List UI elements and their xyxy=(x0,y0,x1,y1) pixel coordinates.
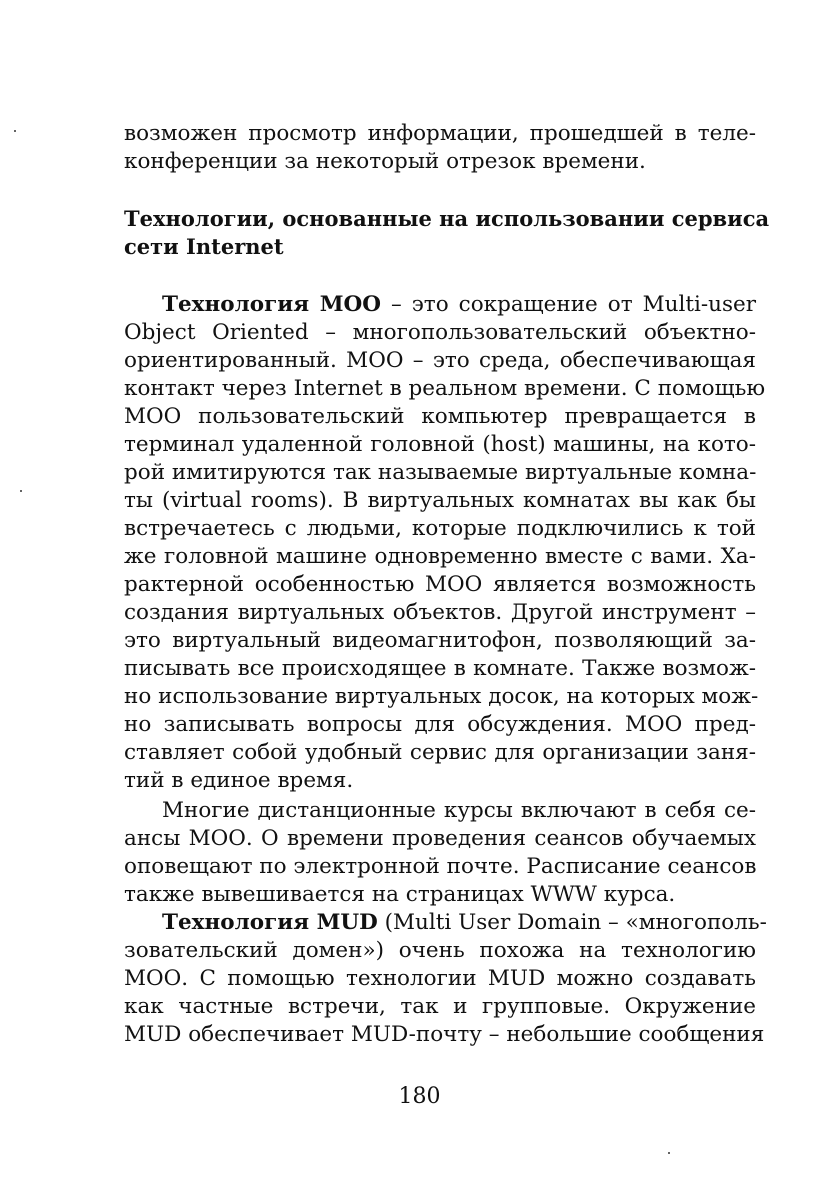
page-number: 180 xyxy=(398,1084,441,1109)
paragraph-first-line xyxy=(162,291,756,319)
paragraph-line: MUD обеспечивает MUD-почту – небольшие сообщения xyxy=(124,1022,765,1047)
section-heading-line: Технологии, основанные на использовании сервиса xyxy=(124,206,770,231)
scan-speck xyxy=(14,130,16,132)
paragraph-line: но записывать вопросы для обсуждения. МОО пред- xyxy=(124,712,756,737)
paragraph-line: также вывешивается на страницах WWW курса. xyxy=(124,882,676,907)
paragraph-line: встречаетесь с людьми, которые подключились к той xyxy=(124,516,756,541)
paragraph-line: Object Oriented – многопользовательский объектно- xyxy=(124,320,756,345)
paragraph-line: оповещают по электронной почте. Расписание сеансов xyxy=(124,854,757,879)
scan-speck xyxy=(20,490,22,492)
paragraph-line: Многие дистанционные курсы включают в себя се- xyxy=(162,798,756,823)
paragraph-line: контакт через Internet в реальном времени. С помощью xyxy=(124,376,766,401)
paragraph-line: ты (virtual rooms). В виртуальных комнатах вы как бы xyxy=(124,488,756,513)
paragraph-text: – это сокращение от Multi-user xyxy=(381,292,756,317)
section-heading-line: сети Internet xyxy=(124,234,284,259)
paragraph-line: это виртуальный видеомагнитофон, позволяющий за- xyxy=(124,628,756,653)
paragraph-line: же головной машине одновременно вместе с вами. Ха- xyxy=(124,544,756,569)
paragraph-line: писывать все происходящее в комнате. Также возмож- xyxy=(124,656,756,681)
paragraph-line: терминал удаленной головной (host) машины, на кото- xyxy=(124,432,756,457)
intro-line: конференции за некоторый отрезок времени. xyxy=(124,149,646,174)
paragraph-line: тий в единое время. xyxy=(124,768,354,793)
intro-line: возможен просмотр информации, прошедшей в теле- xyxy=(124,121,756,146)
paragraph-line: зовательский домен») очень похожа на технологию xyxy=(124,938,756,963)
paragraph-line: МОО. С помощью технологии MUD можно создавать xyxy=(124,966,756,991)
scan-speck xyxy=(668,1152,670,1154)
paragraph-text: (Multi User Domain – «многополь- xyxy=(377,910,767,935)
paragraph-line: ансы МОО. О времени проведения сеансов обучаемых xyxy=(124,826,756,851)
paragraph-line: как частные встречи, так и групповые. Окружение xyxy=(124,994,756,1019)
paragraph-line: рой имитируются так называемые виртуальные комна- xyxy=(124,460,757,485)
paragraph-line: рактерной особенностью МОО является возможность xyxy=(124,572,756,597)
paragraph-line: ориентированный. МОО – это среда, обеспечивающая xyxy=(124,348,756,373)
term-moo: Технология МОО xyxy=(162,292,381,317)
paragraph-line: создания виртуальных объектов. Другой инструмент – xyxy=(124,600,756,625)
paragraph-first-line xyxy=(162,909,767,937)
paragraph-line: ставляет собой удобный сервис для организации заня- xyxy=(124,740,756,765)
paragraph-line: но использование виртуальных досок, на которых мож- xyxy=(124,684,759,709)
paragraph-line: МОО пользовательский компьютер превращается в xyxy=(124,404,756,429)
term-mud: Технология MUD xyxy=(162,910,378,935)
